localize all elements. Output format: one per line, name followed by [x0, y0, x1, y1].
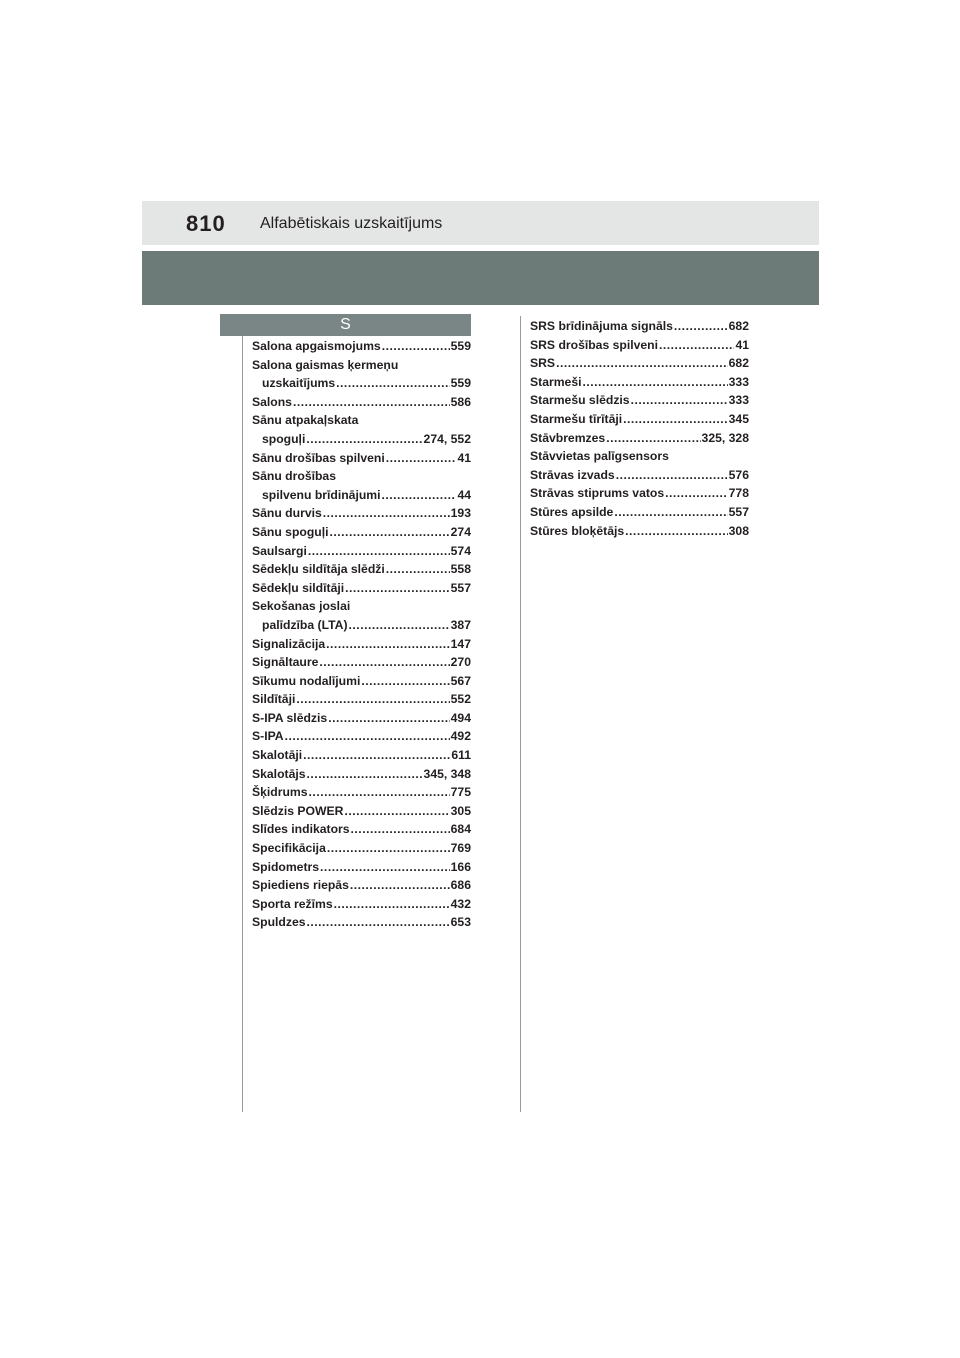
index-entry-page: 552 [450, 692, 471, 707]
index-entry-text: Signāltaure [252, 655, 319, 670]
leader-dots [614, 503, 727, 522]
index-entry-text: Sānu drošības [252, 469, 336, 484]
index-column-right [530, 317, 749, 540]
index-entry-page: 574 [450, 543, 471, 558]
index-entry [530, 336, 749, 355]
index-entry-page: 274, 552 [423, 431, 471, 446]
index-entry-text: Stāvbremzes [530, 430, 606, 445]
index-entry [252, 820, 471, 839]
leader-dots [625, 522, 728, 541]
index-entry-text: Stāvvietas palīgsensors [530, 449, 669, 464]
index-entry [530, 354, 749, 373]
index-entry [530, 522, 749, 541]
index-entry [252, 337, 471, 356]
index-entry [252, 393, 471, 412]
index-entry-text: Signalizācija [252, 636, 326, 651]
section-title: Alfabētiskais uzskaitījums [260, 215, 443, 232]
index-entry [252, 523, 471, 542]
index-entry [530, 317, 749, 336]
index-entry-text: Sīkumu nodalījumi [252, 673, 361, 688]
leader-dots [285, 727, 450, 746]
index-entry-text: S-IPA slēdzis [252, 710, 328, 725]
index-entry [252, 597, 471, 616]
index-entry [252, 672, 471, 691]
leader-dots [606, 429, 700, 448]
index-entry-text: Spiediens riepās [252, 878, 349, 893]
index-entry-text: spoguļi [262, 431, 306, 446]
page-header [142, 201, 819, 245]
leader-dots [349, 616, 450, 635]
index-entry-text: Sildītāji [252, 692, 296, 707]
leader-dots [350, 876, 450, 895]
leader-dots [334, 895, 450, 914]
index-entry [252, 709, 471, 728]
index-entry-page: 147 [450, 636, 471, 651]
index-entry-page: 432 [450, 896, 471, 911]
column-rule-middle [520, 316, 521, 1112]
leader-dots [296, 690, 449, 709]
index-entry-text: SRS [530, 356, 556, 371]
index-entry [252, 727, 471, 746]
index-entry [252, 467, 471, 486]
index-entry-text: Skalotājs [252, 766, 306, 781]
index-entry [530, 503, 749, 522]
index-entry-page: 308 [728, 523, 749, 538]
leader-dots [674, 317, 728, 336]
index-entry-text: Starmešu slēdzis [530, 393, 630, 408]
index-entry-text: Sekošanas joslai [252, 599, 351, 614]
index-entry-page: 492 [450, 729, 471, 744]
index-entry [252, 616, 471, 635]
index-entry-text: Šķidrums [252, 785, 308, 800]
index-entry-page: 559 [450, 339, 471, 353]
index-entry-page: 333 [728, 374, 749, 389]
index-column-left [252, 337, 471, 932]
index-entry-page: 333 [728, 393, 749, 408]
index-entry-page: 586 [450, 394, 471, 409]
index-entry-text: Stūres apsilde [530, 504, 614, 519]
leader-dots [583, 373, 728, 392]
index-entry [252, 653, 471, 672]
index-entry-page: 684 [450, 822, 471, 837]
index-entry-page: 558 [450, 562, 471, 577]
leader-dots [344, 802, 449, 821]
index-entry [530, 429, 749, 448]
index-entry-page: 682 [728, 356, 749, 371]
index-entry-page: 41 [735, 337, 749, 352]
leader-dots [307, 765, 423, 784]
index-entry-text: SRS brīdinājuma signāls [530, 319, 673, 333]
index-entry [252, 560, 471, 579]
index-entry [252, 579, 471, 598]
index-entry [252, 895, 471, 914]
index-entry-text: Skalotāji [252, 748, 303, 763]
index-entry-text: Sānu spoguļi [252, 524, 329, 539]
index-entry-text: Strāvas stiprums vatos [530, 486, 665, 501]
index-entry-page: 682 [728, 319, 749, 333]
index-entry-page: 769 [450, 841, 471, 856]
leader-dots [320, 858, 450, 877]
index-entry-text: Salona apgaismojums [252, 339, 381, 353]
index-entry [252, 839, 471, 858]
leader-dots [351, 820, 450, 839]
index-entry [252, 783, 471, 802]
index-entry-page: 345 [728, 411, 749, 426]
index-entry-text: Strāvas izvads [530, 467, 615, 482]
leader-dots [306, 430, 422, 449]
index-entry-page: 686 [450, 878, 471, 893]
index-entry [252, 913, 471, 932]
index-entry-page: 576 [728, 467, 749, 482]
leader-dots [323, 504, 450, 523]
index-entry [530, 410, 749, 429]
index-entry-page: 325, 328 [701, 430, 749, 445]
leader-dots [307, 913, 450, 932]
index-entry [252, 486, 471, 505]
index-entry-text: Spuldzes [252, 915, 306, 930]
index-entry-text: Slīdes indikators [252, 822, 350, 837]
index-entry-text: palīdzība (LTA) [262, 617, 348, 632]
index-entry-page: 44 [457, 487, 471, 502]
index-entry-page: 41 [457, 450, 471, 465]
leader-dots [308, 542, 450, 561]
index-entry [252, 746, 471, 765]
index-entry-page: 166 [450, 859, 471, 874]
index-entry [252, 411, 471, 430]
index-entry-text: Salona gaismas ķermeņu [252, 357, 399, 372]
leader-dots [361, 672, 449, 691]
index-entry [530, 466, 749, 485]
index-entry-text: Stūres bloķētājs [530, 523, 625, 538]
index-entry-text: Sānu durvis [252, 506, 322, 521]
index-entry-page: 274 [450, 524, 471, 539]
index-entry-text: S-IPA [252, 729, 284, 744]
index-entry-page: 305 [450, 803, 471, 818]
index-entry [252, 374, 471, 393]
leader-dots [386, 449, 457, 468]
index-entry [252, 430, 471, 449]
index-entry [252, 356, 471, 375]
index-entry-text: Starmeši [530, 374, 582, 389]
leader-dots [303, 746, 450, 765]
index-entry-page: 567 [450, 673, 471, 688]
index-entry-text: Sporta režīms [252, 896, 333, 911]
leader-dots [623, 410, 728, 429]
index-entry [530, 484, 749, 503]
index-entry-text: Spidometrs [252, 859, 320, 874]
leader-dots [386, 560, 450, 579]
index-entry [252, 542, 471, 561]
index-entry-page: 270 [450, 655, 471, 670]
index-entry-page: 557 [450, 580, 471, 595]
index-entry-text: Sēdekļu sildītāja slēdži [252, 562, 385, 577]
index-entry-text: Sēdekļu sildītāji [252, 580, 345, 595]
index-entry-page: 778 [728, 486, 749, 501]
index-entry-text: Specifikācija [252, 841, 326, 856]
index-entry-text: uzskaitījums [262, 376, 336, 391]
leader-dots [382, 486, 457, 505]
index-entry [252, 802, 471, 821]
index-entry [530, 373, 749, 392]
leader-dots [327, 839, 450, 858]
index-entry [530, 447, 749, 466]
index-entry [252, 876, 471, 895]
column-rule-left [242, 336, 243, 1112]
index-entry-page: 193 [450, 506, 471, 521]
leader-dots [631, 391, 728, 410]
index-entry-text: Salons [252, 394, 292, 409]
index-entry-text: Sānu atpakaļskata [252, 413, 359, 428]
index-entry-text: Slēdzis POWER [252, 803, 344, 818]
leader-dots [309, 783, 450, 802]
index-entry-page: 653 [450, 915, 471, 930]
index-entry-text: Sānu drošības spilveni [252, 450, 385, 465]
index-letter-heading: S [220, 314, 471, 336]
index-entry-page: 557 [728, 504, 749, 519]
leader-dots [382, 337, 450, 356]
index-entry-page: 775 [450, 785, 471, 800]
leader-dots [556, 354, 728, 373]
index-entry [252, 449, 471, 468]
leader-dots [328, 709, 449, 728]
index-entry-page: 494 [450, 710, 471, 725]
leader-dots [330, 523, 450, 542]
index-entry [252, 504, 471, 523]
leader-dots [293, 393, 450, 412]
index-entry-text: Starmešu tīrītāji [530, 411, 623, 426]
leader-dots [326, 635, 450, 654]
index-entry-text: spilvenu brīdinājumi [262, 487, 381, 502]
leader-dots [665, 484, 728, 503]
index-entry-page: 611 [451, 748, 471, 763]
index-entry [252, 635, 471, 654]
leader-dots [319, 653, 449, 672]
leader-dots [616, 466, 728, 485]
index-entry [530, 391, 749, 410]
index-entry-page: 345, 348 [423, 766, 471, 781]
leader-dots [659, 336, 734, 355]
index-entry-text: SRS drošības spilveni [530, 337, 659, 352]
index-entry [252, 858, 471, 877]
index-entry-page: 387 [450, 617, 471, 632]
page-number: 810 [186, 211, 226, 236]
index-entry-page: 559 [450, 376, 471, 391]
leader-dots [336, 374, 450, 393]
index-entry [252, 690, 471, 709]
leader-dots [345, 579, 450, 598]
header-band [142, 251, 819, 305]
index-entry [252, 765, 471, 784]
index-entry-text: Saulsargi [252, 543, 307, 558]
